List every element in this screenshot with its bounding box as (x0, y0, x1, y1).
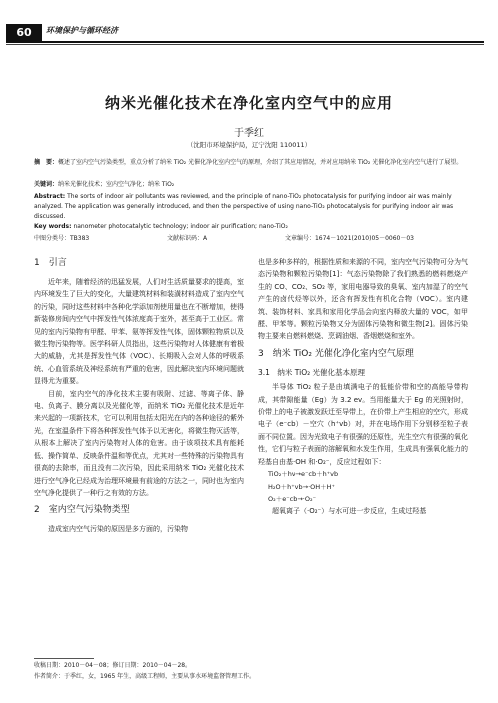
page-number: 60 (6, 24, 42, 41)
equation-3: O₂＋e⁻cb→·O₂⁻ (268, 494, 317, 503)
clc-number: 中图分类号：TB383 (34, 235, 90, 242)
abstract-en (34, 192, 464, 222)
left-column (34, 252, 244, 536)
section-3-1-title: 3.1 纳米 TiO₂ 光催化基本原理 (258, 367, 366, 377)
footnote-rule (34, 658, 94, 659)
section-2-para-1: 造成室内空气污染的原因是多方面的，污染物 (48, 525, 188, 534)
article-number: 文章编号：1674－1021(2010)05－0060－03 (284, 235, 414, 242)
abstract-en-label: Abstract: (34, 193, 66, 200)
author-bio: 作者简介：于季红，女，1965 年生，高级工程师，主要从事水环境监督管理工作。 (34, 673, 256, 680)
keywords-en-label: Key words: (34, 223, 72, 230)
right-para-1: 也是多种多样的，根据性质和来源的不同，室内空气污染物可分为气态污染物和颗粒污染物[1]：气态污染物除了我们熟悉的燃料燃烧产生的 CO、CO₂、SO₂ 等，家用电器导致的臭氧、室内加湿了的空气产生的卤代烃等以外，还含有挥发性有机化合物（VOC）。室内建筑、装饰材料、家具和家用化学品会向室内释放大量的 VOC，如甲醛、甲苯等。颗粒污染物又分为固体污染物和微生物[2]。固体污染物主要来自燃料燃烧、烹调油烟、香烟燃烧和室外。 (258, 258, 468, 341)
section-3-1-para-1: 半导体 TiO₂ 粒子是由填满电子的低能价带和空的高能导带构成，其带隙能量（Eg）为 3.2 ev。当用能量大于 Eg 的光照射时，价带上的电子被激发跃迁至导带上，在价带上产生相应的空穴，形成电子（e⁻cb）－空穴（h⁺vb）对，并在电场作用下分别移至粒子表面不同位置。因为光致电子有很强的还原性，光生空穴有很强的氧化性，它们与粒子表面的溶解氧和水发生作用，生成具有强氧化能力的羟基自由基·OH 和·O₂⁻，反应过程如下： (258, 383, 468, 466)
header-rule-thin (6, 44, 484, 45)
keywords-en-text: nanometer photocatalytic technology; indoor air purification; nano-TiO₂ (73, 223, 288, 230)
abstract-cn-label: 摘 要： (34, 159, 59, 166)
classification-line (34, 234, 414, 244)
section-1-para-1: 近年来，随着经济的迅猛发展，人们对生活质量要求的提高，室内环境发生了巨大的变化，大量建筑材料和装潢材料造成了室内空气的污染，同时这些材料中各种化学添加剂使用量也在不断增加，使得新装修房间内空气中挥发性气体浓度高于室外，甚至高于工业区。常见的室内污染物有甲醛、甲苯、氨等挥发性气体，固体颗粒物质以及微生物污染物等。医学科研人员指出，这些污染物对人体健康有着极大的威胁，尤其是挥发性气体（VOC）、长期吸入会对人体的呼吸系统、心血管系统及神经系统有严重的危害，因此解决室内环境问题就显得尤为重要。 (34, 278, 244, 386)
journal-name: 环境保护与循环经济 (46, 26, 118, 35)
abstract-en-text: The sorts of indoor air pollutants was reviewed, and the principle of nano-TiO₂ photocatalysis for purifying indoor air was mainly analyzed. The application was generally introduced, and then the perspective of using nano-TiO₂ photocatalysis for purifying indoor air was discussed. (34, 193, 454, 220)
section-3-1-para-2: 超氧离子（·O₂⁻）与水可进一步反应，生成过羟基 (272, 507, 427, 516)
article-title: 纳米光催化技术在净化室内空气中的应用 (104, 94, 393, 112)
received-date: 收稿日期：2010－04－08；修订日期：2010－04－28。 (34, 662, 192, 669)
equation-1: TiO₂＋hν→e⁻cb＋h⁺vb (268, 470, 339, 479)
equation-2: H₂O＋h⁺vb→·OH＋H⁺ (268, 482, 335, 491)
author-affiliation: （沈阳市环境保护局，辽宁沈阳 110011） (186, 141, 312, 149)
keywords-cn-text: 纳米光催化技术；室内空气净化；纳米 TiO₂ (58, 181, 175, 188)
abstract-cn-text: 概述了室内空气污染类型，重点分析了纳米 TiO₂ 光催化净化室内空气的原理，介绍了其应用情况，并对应用纳米 TiO₂ 光催化净化室内空气进行了展望。 (58, 159, 463, 166)
section-1-para-2: 目前，室内空气的净化技术主要有吸附、过滤、等离子体、静电、负离子、膜分离以及光催化等，而纳米 TiO₂ 光催化技术是近年来兴起的一项新技术，它可以利用包括太阳光在内的各种途径的紫外光，在室温条件下将各种挥发性气体予以无害化，将微生物灭活等，从根本上解决了室内污染物对人体的危害。由于该项技术具有能耗低、操作简单、反映条件温和等优点，尤其对一些特殊的污染物具有很高的去除率，而且没有二次污染，因此采用纳米 TiO₂ 光催化技术进行空气净化已经成为治理环境最有前途的方法之一，同时也为室内空气净化提供了一种行之有效的方法。 (34, 389, 244, 497)
section-3-title: 3 纳米 TiO₂ 光催化净化室内空气原理 (258, 348, 414, 359)
keywords-cn-label: 关键词： (34, 181, 59, 188)
header-rule (6, 41, 484, 43)
right-column (258, 256, 468, 518)
doc-code: 文献标识码：A (167, 235, 208, 242)
section-2-title: 2 室内空气污染物类型 (34, 505, 130, 516)
running-header (0, 0, 498, 44)
author-name: 于季红 (234, 128, 264, 139)
keywords-cn (34, 180, 464, 190)
section-1-title: 1 引言 (34, 258, 67, 268)
keywords-en (34, 222, 464, 232)
abstract-cn (34, 158, 464, 168)
